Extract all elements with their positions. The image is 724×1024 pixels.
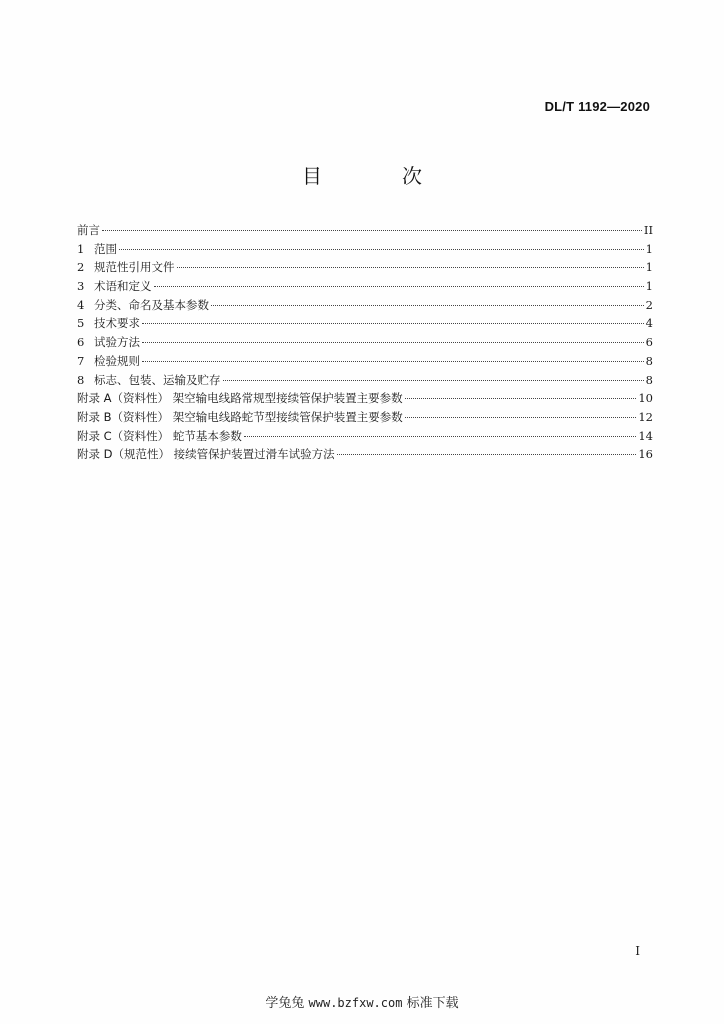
toc-entry-technical-requirements[interactable] xyxy=(77,314,653,333)
toc-entry-annex-a[interactable] xyxy=(77,389,653,408)
watermark xyxy=(0,992,724,1011)
toc-entry-terms-definitions[interactable] xyxy=(77,277,653,296)
page-number: I xyxy=(635,944,640,958)
toc-leader-dots xyxy=(119,249,644,250)
toc-entry-marking-packaging[interactable] xyxy=(77,371,653,390)
toc-leader-dots xyxy=(142,323,644,324)
toc-entry-annex-d[interactable] xyxy=(77,445,653,464)
toc-title: 目 次 xyxy=(302,164,452,188)
toc-leader-dots xyxy=(405,417,637,418)
toc-leader-dots xyxy=(142,361,644,362)
toc-entry-label: 附录 A（资料性） 架空输电线路常规型接续管保护装置主要参数 xyxy=(77,391,403,406)
toc-entry-number: 8 xyxy=(77,372,85,387)
toc-entry-normative-references[interactable] xyxy=(77,258,653,277)
toc-entry-page: 12 xyxy=(638,409,653,424)
toc-entry-page: 1 xyxy=(645,241,653,256)
toc-entry-number: 1 xyxy=(77,241,85,256)
toc-entry-page: 6 xyxy=(645,335,653,350)
toc-entry-page: 4 xyxy=(645,316,653,331)
toc-entry-page: 8 xyxy=(645,372,653,387)
toc-entry-classification[interactable] xyxy=(77,296,653,315)
toc-leader-dots xyxy=(244,436,637,437)
toc-entry-test-methods[interactable] xyxy=(77,333,653,352)
toc-leader-dots xyxy=(223,380,644,381)
toc-entry-label: 技术要求 xyxy=(94,316,140,331)
toc-entry-label: 附录 D（规范性） 接续管保护装置过滑车试验方法 xyxy=(77,447,335,462)
toc-entry-label: 分类、命名及基本参数 xyxy=(94,297,209,312)
toc-leader-dots xyxy=(102,230,642,231)
toc-entry-number: 6 xyxy=(77,335,85,350)
toc-entry-annex-c[interactable] xyxy=(77,427,653,446)
toc-entry-label: 试验方法 xyxy=(94,335,140,350)
toc-entry-page: 1 xyxy=(645,260,653,275)
toc-leader-dots xyxy=(405,398,637,399)
toc-entry-number: 4 xyxy=(77,297,85,312)
toc-entry-number: 3 xyxy=(77,279,85,294)
toc-entry-page: 1 xyxy=(645,279,653,294)
toc-entry-label: 术语和定义 xyxy=(94,279,152,294)
toc-leader-dots xyxy=(337,454,637,455)
toc-entry-label: 检验规则 xyxy=(94,353,140,368)
toc-entry-page: II xyxy=(643,223,653,237)
toc-entry-label: 附录 C（资料性） 蛇节基本参数 xyxy=(77,428,242,443)
toc-entry-number: 2 xyxy=(77,260,85,275)
watermark-tagline: 标准下载 xyxy=(406,996,459,1011)
watermark-site-name: 学兔兔 xyxy=(265,996,305,1011)
toc-entry-number: 7 xyxy=(77,353,85,368)
document-code: DL/T 1192—2020 xyxy=(544,99,650,114)
toc-entry-number: 5 xyxy=(77,316,85,331)
toc-entry-page: 16 xyxy=(638,447,653,462)
toc-entry-annex-b[interactable] xyxy=(77,408,653,427)
watermark-url[interactable]: www.bzfxw.com xyxy=(308,996,403,1010)
toc-list xyxy=(77,221,653,464)
toc-entry-inspection-rules[interactable] xyxy=(77,352,653,371)
toc-leader-dots xyxy=(142,342,644,343)
toc-leader-dots xyxy=(177,267,644,268)
toc-entry-page: 2 xyxy=(645,297,653,312)
toc-entry-label: 规范性引用文件 xyxy=(94,260,175,275)
toc-entry-scope[interactable] xyxy=(77,240,653,259)
toc-entry-page: 10 xyxy=(638,391,653,406)
toc-entry-label: 范围 xyxy=(94,241,117,256)
toc-leader-dots xyxy=(154,286,644,287)
toc-entry-label: 标志、包装、运输及贮存 xyxy=(94,372,221,387)
toc-entry-page: 8 xyxy=(645,353,653,368)
toc-entry-label: 前言 xyxy=(77,223,100,237)
toc-entry-foreword[interactable] xyxy=(77,221,653,240)
toc-entry-label: 附录 B（资料性） 架空输电线路蛇节型接续管保护装置主要参数 xyxy=(77,409,403,424)
toc-leader-dots xyxy=(211,305,644,306)
toc-entry-page: 14 xyxy=(638,428,653,443)
